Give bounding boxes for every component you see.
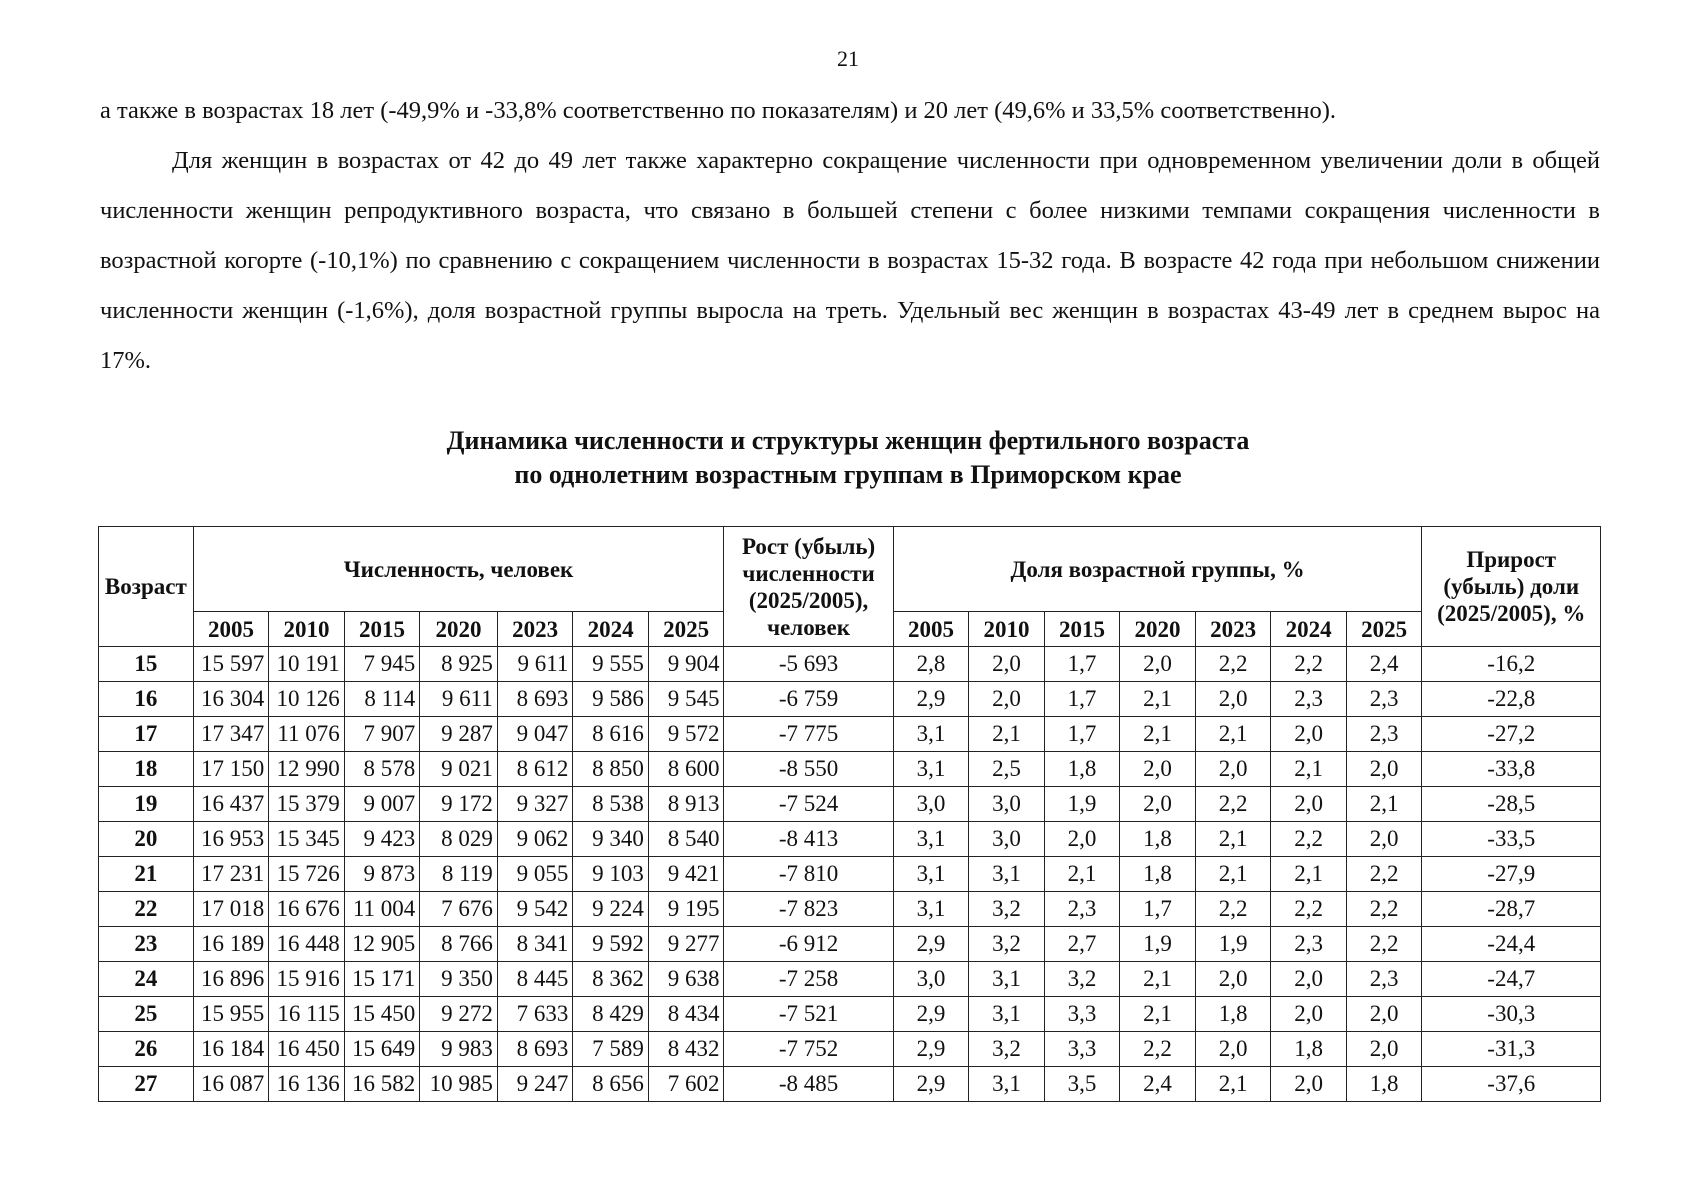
share-cell: 1,9 xyxy=(1120,927,1196,962)
table-row xyxy=(99,962,1601,997)
count-cell: 16 437 xyxy=(193,787,269,822)
share-cell: 2,1 xyxy=(1346,787,1422,822)
age-cell: 24 xyxy=(99,962,194,997)
share-cell: 2,0 xyxy=(1271,1067,1347,1102)
table-row xyxy=(99,787,1601,822)
share-growth-cell: -16,2 xyxy=(1422,647,1601,682)
share-cell: 2,1 xyxy=(1120,682,1196,717)
share-cell: 2,5 xyxy=(969,752,1045,787)
count-cell: 9 983 xyxy=(420,1032,498,1067)
year-header: 2015 xyxy=(1044,612,1120,647)
share-cell: 2,0 xyxy=(1120,787,1196,822)
count-cell: 8 540 xyxy=(648,822,724,857)
share-cell: 2,2 xyxy=(1346,927,1422,962)
count-cell: 10 126 xyxy=(269,682,345,717)
count-cell: 16 115 xyxy=(269,997,345,1032)
share-cell: 1,8 xyxy=(1195,997,1271,1032)
share-cell: 2,2 xyxy=(1346,857,1422,892)
share-cell: 3,0 xyxy=(969,787,1045,822)
count-cell: 16 450 xyxy=(269,1032,345,1067)
share-growth-cell: -31,3 xyxy=(1422,1032,1601,1067)
year-header: 2023 xyxy=(497,612,573,647)
share-cell: 2,2 xyxy=(1195,787,1271,822)
count-cell: 8 029 xyxy=(420,822,498,857)
count-cell: 9 007 xyxy=(344,787,420,822)
count-cell: 9 062 xyxy=(497,822,573,857)
share-cell: 3,1 xyxy=(893,822,969,857)
count-cell: 15 379 xyxy=(269,787,345,822)
share-cell: 2,0 xyxy=(1195,962,1271,997)
share-cell: 2,0 xyxy=(1271,717,1347,752)
header-growth: Рост (убыль) численности (2025/2005), человек xyxy=(724,527,893,647)
share-cell: 2,9 xyxy=(893,1067,969,1102)
share-growth-cell: -28,5 xyxy=(1422,787,1601,822)
count-cell: 7 602 xyxy=(648,1067,724,1102)
count-cell: 9 340 xyxy=(573,822,649,857)
table-row xyxy=(99,892,1601,927)
share-cell: 2,7 xyxy=(1044,927,1120,962)
age-cell: 21 xyxy=(99,857,194,892)
share-cell: 2,1 xyxy=(1271,857,1347,892)
count-cell: 9 272 xyxy=(420,997,498,1032)
count-cell: 7 633 xyxy=(497,997,573,1032)
share-cell: 1,8 xyxy=(1346,1067,1422,1102)
count-cell: 17 150 xyxy=(193,752,269,787)
count-cell: 15 171 xyxy=(344,962,420,997)
share-cell: 2,9 xyxy=(893,682,969,717)
count-cell: 15 916 xyxy=(269,962,345,997)
share-cell: 2,0 xyxy=(1271,962,1347,997)
share-cell: 1,8 xyxy=(1044,752,1120,787)
share-cell: 2,3 xyxy=(1271,927,1347,962)
share-cell: 2,9 xyxy=(893,927,969,962)
share-growth-cell: -28,7 xyxy=(1422,892,1601,927)
year-header: 2020 xyxy=(420,612,498,647)
share-cell: 3,1 xyxy=(969,1067,1045,1102)
growth-cell: -7 823 xyxy=(724,892,893,927)
count-cell: 8 432 xyxy=(648,1032,724,1067)
growth-cell: -7 258 xyxy=(724,962,893,997)
share-cell: 2,8 xyxy=(893,647,969,682)
share-cell: 3,0 xyxy=(969,822,1045,857)
header-count-group: Численность, человек xyxy=(193,527,724,612)
count-cell: 8 612 xyxy=(497,752,573,787)
share-cell: 2,4 xyxy=(1120,1067,1196,1102)
share-cell: 3,5 xyxy=(1044,1067,1120,1102)
age-cell: 19 xyxy=(99,787,194,822)
share-cell: 3,1 xyxy=(969,997,1045,1032)
share-cell: 2,3 xyxy=(1044,892,1120,927)
count-cell: 17 018 xyxy=(193,892,269,927)
count-cell: 8 429 xyxy=(573,997,649,1032)
share-cell: 3,1 xyxy=(969,857,1045,892)
age-cell: 25 xyxy=(99,997,194,1032)
share-cell: 3,0 xyxy=(893,787,969,822)
year-header: 2005 xyxy=(193,612,269,647)
count-cell: 8 850 xyxy=(573,752,649,787)
count-cell: 8 766 xyxy=(420,927,498,962)
share-cell: 2,3 xyxy=(1346,717,1422,752)
count-cell: 8 362 xyxy=(573,962,649,997)
table-row xyxy=(99,682,1601,717)
growth-cell: -5 693 xyxy=(724,647,893,682)
count-cell: 8 445 xyxy=(497,962,573,997)
share-cell: 2,2 xyxy=(1195,647,1271,682)
age-cell: 23 xyxy=(99,927,194,962)
count-cell: 10 191 xyxy=(269,647,345,682)
count-cell: 9 055 xyxy=(497,857,573,892)
count-cell: 9 611 xyxy=(420,682,498,717)
table-title xyxy=(0,424,1696,492)
year-header: 2025 xyxy=(1346,612,1422,647)
share-cell: 2,0 xyxy=(1044,822,1120,857)
share-cell: 1,7 xyxy=(1044,682,1120,717)
table-title-line: по однолетним возрастным группам в Приморском крае xyxy=(514,460,1182,489)
share-growth-cell: -37,6 xyxy=(1422,1067,1601,1102)
count-cell: 8 114 xyxy=(344,682,420,717)
share-cell: 1,8 xyxy=(1271,1032,1347,1067)
count-cell: 9 195 xyxy=(648,892,724,927)
count-cell: 9 327 xyxy=(497,787,573,822)
count-cell: 9 638 xyxy=(648,962,724,997)
count-cell: 16 896 xyxy=(193,962,269,997)
count-cell: 7 589 xyxy=(573,1032,649,1067)
share-cell: 2,2 xyxy=(1271,647,1347,682)
year-header: 2024 xyxy=(1271,612,1347,647)
share-cell: 1,8 xyxy=(1120,857,1196,892)
age-cell: 26 xyxy=(99,1032,194,1067)
header-age: Возраст xyxy=(99,527,194,647)
count-cell: 16 136 xyxy=(269,1067,345,1102)
age-cell: 17 xyxy=(99,717,194,752)
count-cell: 9 287 xyxy=(420,717,498,752)
share-cell: 2,2 xyxy=(1346,892,1422,927)
data-table-container xyxy=(98,526,1601,1102)
count-cell: 9 350 xyxy=(420,962,498,997)
share-cell: 2,1 xyxy=(1120,962,1196,997)
year-header: 2024 xyxy=(573,612,649,647)
age-cell: 27 xyxy=(99,1067,194,1102)
share-cell: 1,9 xyxy=(1195,927,1271,962)
share-growth-cell: -27,2 xyxy=(1422,717,1601,752)
share-cell: 2,1 xyxy=(1195,822,1271,857)
share-cell: 2,0 xyxy=(1346,997,1422,1032)
count-cell: 8 693 xyxy=(497,682,573,717)
share-growth-cell: -27,9 xyxy=(1422,857,1601,892)
count-cell: 8 341 xyxy=(497,927,573,962)
growth-cell: -8 485 xyxy=(724,1067,893,1102)
share-cell: 3,1 xyxy=(893,717,969,752)
share-growth-cell: -33,8 xyxy=(1422,752,1601,787)
count-cell: 9 904 xyxy=(648,647,724,682)
age-cell: 20 xyxy=(99,822,194,857)
growth-cell: -7 524 xyxy=(724,787,893,822)
share-cell: 2,1 xyxy=(1120,717,1196,752)
share-cell: 2,9 xyxy=(893,1032,969,1067)
growth-cell: -6 912 xyxy=(724,927,893,962)
count-cell: 9 586 xyxy=(573,682,649,717)
count-cell: 16 676 xyxy=(269,892,345,927)
paragraph: Для женщин в возрастах от 42 до 49 лет также характерно сокращение численности при одновременном увеличении доли в общей численности женщин репродуктивного возраста, что связано в большей степени с более низкими темпами сокращения численности в возрастной когорте (-10,1%) по сравнению с сокращением численности в возрастах 15-32 года. В возрасте 42 года при небольшом снижении численности женщин (-1,6%), доля возрастной группы выросла на треть. Удельный вес женщин в возрастах 43-49 лет в среднем вырос на 17%. xyxy=(100,147,1600,374)
table-row xyxy=(99,857,1601,892)
count-cell: 9 592 xyxy=(573,927,649,962)
share-cell: 2,0 xyxy=(1346,822,1422,857)
share-cell: 2,3 xyxy=(1346,682,1422,717)
count-cell: 7 907 xyxy=(344,717,420,752)
table-row xyxy=(99,717,1601,752)
count-cell: 9 103 xyxy=(573,857,649,892)
count-cell: 15 345 xyxy=(269,822,345,857)
share-cell: 2,1 xyxy=(1195,1067,1271,1102)
table-row xyxy=(99,647,1601,682)
share-cell: 2,3 xyxy=(1271,682,1347,717)
table-row xyxy=(99,1032,1601,1067)
growth-cell: -6 759 xyxy=(724,682,893,717)
share-cell: 3,2 xyxy=(969,1032,1045,1067)
header-share-group: Доля возрастной группы, % xyxy=(893,527,1422,612)
count-cell: 12 905 xyxy=(344,927,420,962)
share-growth-cell: -33,5 xyxy=(1422,822,1601,857)
share-cell: 3,2 xyxy=(969,892,1045,927)
share-cell: 3,2 xyxy=(1044,962,1120,997)
count-cell: 15 955 xyxy=(193,997,269,1032)
count-cell: 9 421 xyxy=(648,857,724,892)
share-cell: 2,3 xyxy=(1346,962,1422,997)
share-cell: 2,0 xyxy=(1195,682,1271,717)
share-cell: 2,0 xyxy=(969,682,1045,717)
count-cell: 17 347 xyxy=(193,717,269,752)
year-header: 2023 xyxy=(1195,612,1271,647)
count-cell: 15 450 xyxy=(344,997,420,1032)
year-header: 2015 xyxy=(344,612,420,647)
table-row xyxy=(99,1067,1601,1102)
share-cell: 3,1 xyxy=(893,892,969,927)
share-cell: 2,0 xyxy=(969,647,1045,682)
share-cell: 2,2 xyxy=(1271,892,1347,927)
count-cell: 16 189 xyxy=(193,927,269,962)
share-cell: 3,1 xyxy=(893,752,969,787)
share-cell: 1,7 xyxy=(1044,647,1120,682)
share-cell: 2,1 xyxy=(1120,997,1196,1032)
count-cell: 7 676 xyxy=(420,892,498,927)
count-cell: 12 990 xyxy=(269,752,345,787)
share-cell: 2,1 xyxy=(1195,717,1271,752)
table-title-line: Динамика численности и структуры женщин фертильного возраста xyxy=(446,426,1250,455)
share-cell: 2,0 xyxy=(1346,752,1422,787)
count-cell: 7 945 xyxy=(344,647,420,682)
share-cell: 2,4 xyxy=(1346,647,1422,682)
count-cell: 8 656 xyxy=(573,1067,649,1102)
header-share-growth: Прирост (убыль) доли (2025/2005), % xyxy=(1422,527,1601,647)
share-cell: 2,1 xyxy=(1195,857,1271,892)
count-cell: 8 600 xyxy=(648,752,724,787)
count-cell: 11 004 xyxy=(344,892,420,927)
share-cell: 3,1 xyxy=(969,962,1045,997)
share-cell: 2,1 xyxy=(969,717,1045,752)
share-cell: 1,7 xyxy=(1044,717,1120,752)
share-cell: 2,0 xyxy=(1195,1032,1271,1067)
count-cell: 15 597 xyxy=(193,647,269,682)
age-cell: 16 xyxy=(99,682,194,717)
paragraph: а также в возрастах 18 лет (-49,9% и -33,8% соответственно по показателям) и 20 лет (49,6% и 33,5% соответственно). xyxy=(100,97,1337,124)
share-cell: 2,2 xyxy=(1120,1032,1196,1067)
count-cell: 8 925 xyxy=(420,647,498,682)
table-row xyxy=(99,822,1601,857)
count-cell: 8 434 xyxy=(648,997,724,1032)
count-cell: 9 423 xyxy=(344,822,420,857)
count-cell: 9 172 xyxy=(420,787,498,822)
share-cell: 1,9 xyxy=(1044,787,1120,822)
share-cell: 1,8 xyxy=(1120,822,1196,857)
share-cell: 3,3 xyxy=(1044,1032,1120,1067)
year-header: 2010 xyxy=(269,612,345,647)
age-cell: 22 xyxy=(99,892,194,927)
count-cell: 8 538 xyxy=(573,787,649,822)
count-cell: 16 582 xyxy=(344,1067,420,1102)
count-cell: 15 726 xyxy=(269,857,345,892)
share-cell: 2,0 xyxy=(1271,997,1347,1032)
year-header: 2010 xyxy=(969,612,1045,647)
count-cell: 9 873 xyxy=(344,857,420,892)
count-cell: 17 231 xyxy=(193,857,269,892)
page-number: 21 xyxy=(837,46,859,71)
count-cell: 10 985 xyxy=(420,1067,498,1102)
body-text xyxy=(100,86,1600,386)
share-cell: 2,9 xyxy=(893,997,969,1032)
count-cell: 9 555 xyxy=(573,647,649,682)
count-cell: 8 616 xyxy=(573,717,649,752)
share-cell: 2,1 xyxy=(1044,857,1120,892)
count-cell: 16 087 xyxy=(193,1067,269,1102)
count-cell: 8 913 xyxy=(648,787,724,822)
data-table xyxy=(98,526,1601,1102)
share-growth-cell: -30,3 xyxy=(1422,997,1601,1032)
share-growth-cell: -24,7 xyxy=(1422,962,1601,997)
count-cell: 16 184 xyxy=(193,1032,269,1067)
share-cell: 3,3 xyxy=(1044,997,1120,1032)
year-header: 2020 xyxy=(1120,612,1196,647)
table-row xyxy=(99,752,1601,787)
count-cell: 9 021 xyxy=(420,752,498,787)
table-row xyxy=(99,927,1601,962)
share-cell: 2,0 xyxy=(1346,1032,1422,1067)
count-cell: 8 693 xyxy=(497,1032,573,1067)
growth-cell: -7 775 xyxy=(724,717,893,752)
count-cell: 9 611 xyxy=(497,647,573,682)
share-growth-cell: -22,8 xyxy=(1422,682,1601,717)
share-growth-cell: -24,4 xyxy=(1422,927,1601,962)
table-body xyxy=(99,647,1601,1102)
age-cell: 15 xyxy=(99,647,194,682)
count-cell: 9 277 xyxy=(648,927,724,962)
count-cell: 16 448 xyxy=(269,927,345,962)
count-cell: 9 047 xyxy=(497,717,573,752)
count-cell: 9 572 xyxy=(648,717,724,752)
share-cell: 3,0 xyxy=(893,962,969,997)
share-cell: 2,0 xyxy=(1120,752,1196,787)
growth-cell: -7 810 xyxy=(724,857,893,892)
count-cell: 8 119 xyxy=(420,857,498,892)
count-cell: 16 953 xyxy=(193,822,269,857)
year-header: 2025 xyxy=(648,612,724,647)
count-cell: 9 545 xyxy=(648,682,724,717)
share-cell: 1,7 xyxy=(1120,892,1196,927)
share-cell: 2,1 xyxy=(1271,752,1347,787)
share-cell: 2,0 xyxy=(1120,647,1196,682)
growth-cell: -7 521 xyxy=(724,997,893,1032)
count-cell: 8 578 xyxy=(344,752,420,787)
share-cell: 3,2 xyxy=(969,927,1045,962)
share-cell: 2,2 xyxy=(1271,822,1347,857)
year-header: 2005 xyxy=(893,612,969,647)
count-cell: 9 247 xyxy=(497,1067,573,1102)
share-cell: 2,2 xyxy=(1195,892,1271,927)
count-cell: 15 649 xyxy=(344,1032,420,1067)
count-cell: 11 076 xyxy=(269,717,345,752)
age-cell: 18 xyxy=(99,752,194,787)
growth-cell: -8 413 xyxy=(724,822,893,857)
share-cell: 2,0 xyxy=(1195,752,1271,787)
growth-cell: -7 752 xyxy=(724,1032,893,1067)
count-cell: 9 224 xyxy=(573,892,649,927)
table-row xyxy=(99,997,1601,1032)
share-cell: 3,1 xyxy=(893,857,969,892)
growth-cell: -8 550 xyxy=(724,752,893,787)
count-cell: 16 304 xyxy=(193,682,269,717)
count-cell: 9 542 xyxy=(497,892,573,927)
share-cell: 2,0 xyxy=(1271,787,1347,822)
